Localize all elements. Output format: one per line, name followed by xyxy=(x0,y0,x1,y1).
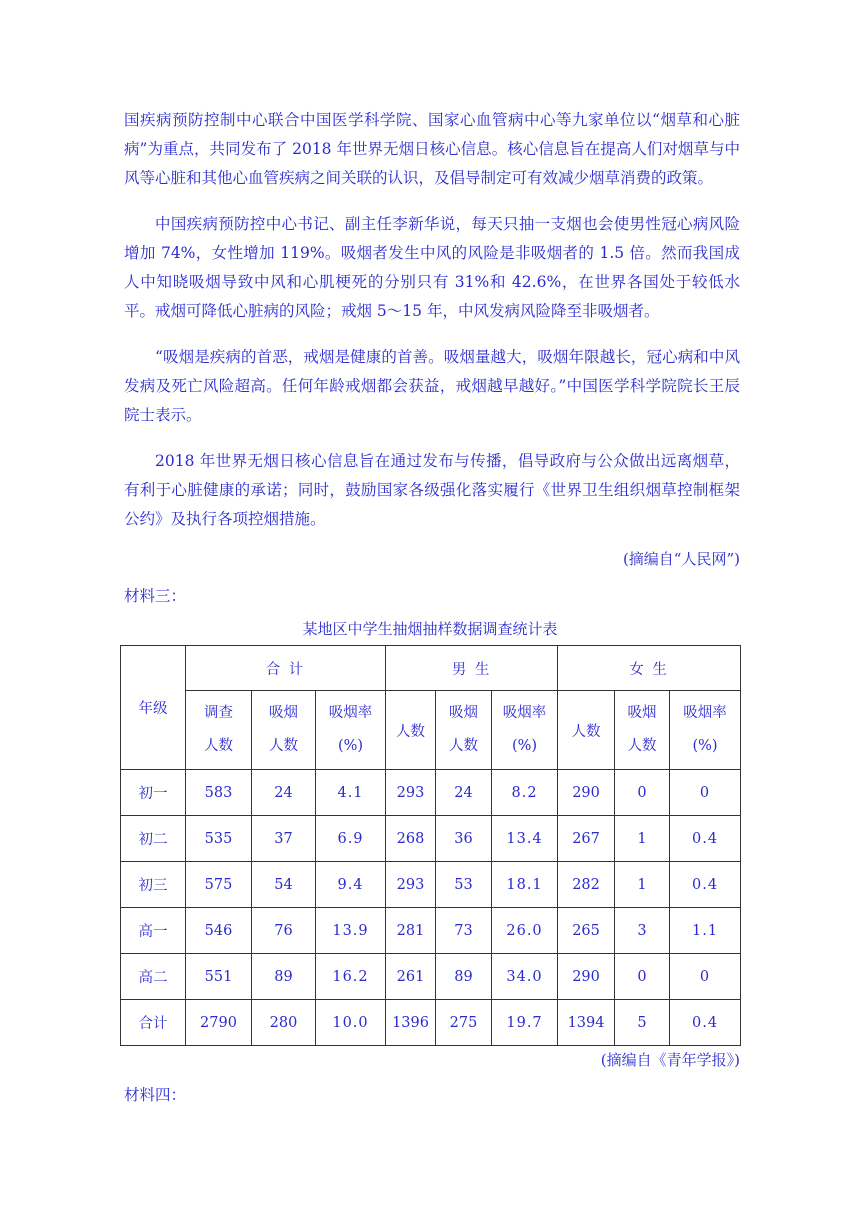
cell-total-rate: 9.4 xyxy=(316,862,386,908)
cell-female-smokers: 3 xyxy=(615,908,670,954)
table-title: 某地区中学生抽烟抽样数据调查统计表 xyxy=(302,620,558,638)
cell-female-rate: 0 xyxy=(670,954,741,1000)
male-group-header: 男 生 xyxy=(386,646,558,691)
cell-female-count: 1394 xyxy=(558,1000,615,1046)
cell-total-rate: 4.1 xyxy=(316,770,386,816)
total-group-header: 合 计 xyxy=(186,646,386,691)
cell-male-count: 261 xyxy=(386,954,436,1000)
male-smoking-rate-header: 吸烟率 (%) xyxy=(492,691,558,770)
cell-male-rate: 26.0 xyxy=(492,908,558,954)
table-row xyxy=(121,862,741,908)
cell-male-smokers: 275 xyxy=(436,1000,492,1046)
total-survey-count-header: 调查 人数 xyxy=(186,691,252,770)
cell-male-count: 293 xyxy=(386,770,436,816)
cell-male-smokers: 36 xyxy=(436,816,492,862)
cell-female-smokers: 1 xyxy=(615,862,670,908)
cell-male-count: 1396 xyxy=(386,1000,436,1046)
paragraph-4: 2018 年世界无烟日核心信息旨在通过发布与传播，倡导政府与公众做出远离烟草，有利于心脏健康的承诺；同时，鼓励国家各级强化落实履行《世界卫生组织烟草控制框架公约》及执行各项控烟措施。 xyxy=(124,452,740,528)
cell-total-smokers: 37 xyxy=(252,816,316,862)
table-row xyxy=(121,908,741,954)
source-citation-1: (摘编自“人民网”) xyxy=(622,550,740,568)
cell-total-rate: 16.2 xyxy=(316,954,386,1000)
cell-grade: 初三 xyxy=(121,862,186,908)
total-smoking-rate-header: 吸烟率 (%) xyxy=(316,691,386,770)
cell-total-survey: 546 xyxy=(186,908,252,954)
cell-total-survey: 2790 xyxy=(186,1000,252,1046)
total-smoker-count-header: 吸烟 人数 xyxy=(252,691,316,770)
cell-male-count: 293 xyxy=(386,862,436,908)
cell-male-rate: 8.2 xyxy=(492,770,558,816)
cell-female-smokers: 0 xyxy=(615,770,670,816)
cell-male-smokers: 73 xyxy=(436,908,492,954)
cell-total-smokers: 24 xyxy=(252,770,316,816)
cell-total-rate: 6.9 xyxy=(316,816,386,862)
cell-female-rate: 0 xyxy=(670,770,741,816)
cell-male-count: 268 xyxy=(386,816,436,862)
cell-female-rate: 1.1 xyxy=(670,908,741,954)
material-4-label: 材料四： xyxy=(124,1086,187,1104)
cell-grade: 初一 xyxy=(121,770,186,816)
male-smoker-count-header: 吸烟 人数 xyxy=(436,691,492,770)
table-row xyxy=(121,1000,741,1046)
cell-female-count: 265 xyxy=(558,908,615,954)
cell-male-smokers: 53 xyxy=(436,862,492,908)
cell-female-smokers: 5 xyxy=(615,1000,670,1046)
cell-grade: 高二 xyxy=(121,954,186,1000)
cell-female-smokers: 0 xyxy=(615,954,670,1000)
cell-male-count: 281 xyxy=(386,908,436,954)
cell-male-smokers: 24 xyxy=(436,770,492,816)
table-row xyxy=(121,770,741,816)
cell-total-rate: 13.9 xyxy=(316,908,386,954)
cell-total-smokers: 76 xyxy=(252,908,316,954)
table-row xyxy=(121,954,741,1000)
paragraph-2: 中国疾病预防控中心书记、副主任李新华说，每天只抽一支烟也会使男性冠心病风险增加 74%，女性增加 119%。吸烟者发生中风的风险是非吸烟者的 1.5 倍。然而我国成人中知晓吸烟导致中风和心肌梗死的分别只有 31%和 42.6%，在世界各国处于较低水平。戒烟可降低心脏病的风险；戒烟 5～15 年，中风发病风险降至非吸烟者。 xyxy=(124,215,740,320)
paragraph-3: “吸烟是疾病的首恶，戒烟是健康的首善。吸烟量越大，吸烟年限越长，冠心病和中风发病及死亡风险超高。任何年龄戒烟都会获益，戒烟越早越好。”中国医学科学院院长王辰院士表示。 xyxy=(124,348,740,424)
cell-male-rate: 19.7 xyxy=(492,1000,558,1046)
female-smoker-count-header: 吸烟 人数 xyxy=(615,691,670,770)
cell-total-survey: 575 xyxy=(186,862,252,908)
cell-female-count: 267 xyxy=(558,816,615,862)
table-header-row-2 xyxy=(121,691,741,770)
cell-total-survey: 583 xyxy=(186,770,252,816)
cell-female-rate: 0.4 xyxy=(670,816,741,862)
male-count-header: 人数 xyxy=(386,691,436,770)
cell-female-rate: 0.4 xyxy=(670,862,741,908)
female-smoking-rate-header: 吸烟率 (%) xyxy=(670,691,741,770)
source-citation-2: (摘编自《青年学报》) xyxy=(600,1051,740,1069)
cell-total-rate: 10.0 xyxy=(316,1000,386,1046)
cell-female-smokers: 1 xyxy=(615,816,670,862)
cell-grade: 初二 xyxy=(121,816,186,862)
cell-total-smokers: 89 xyxy=(252,954,316,1000)
cell-female-count: 290 xyxy=(558,954,615,1000)
table-row xyxy=(121,816,741,862)
cell-total-smokers: 280 xyxy=(252,1000,316,1046)
female-count-header: 人数 xyxy=(558,691,615,770)
cell-female-rate: 0.4 xyxy=(670,1000,741,1046)
cell-total-smokers: 54 xyxy=(252,862,316,908)
cell-grade: 合计 xyxy=(121,1000,186,1046)
cell-male-rate: 13.4 xyxy=(492,816,558,862)
female-group-header: 女 生 xyxy=(558,646,741,691)
cell-grade: 高一 xyxy=(121,908,186,954)
paragraph-1: 国疾病预防控制中心联合中国医学科学院、国家心血管病中心等九家单位以“烟草和心脏病”为重点，共同发布了 2018 年世界无烟日核心信息。核心信息旨在提高人们对烟草与中风等心脏和其他心血管疾病之间关联的认识，及倡导制定可有效减少烟草消费的政策。 xyxy=(124,111,740,187)
grade-header: 年级 xyxy=(121,646,186,770)
cell-male-rate: 18.1 xyxy=(492,862,558,908)
smoking-statistics-table xyxy=(120,645,741,1046)
cell-female-count: 290 xyxy=(558,770,615,816)
cell-female-count: 282 xyxy=(558,862,615,908)
cell-total-survey: 535 xyxy=(186,816,252,862)
table-header-row-1 xyxy=(121,646,741,691)
cell-total-survey: 551 xyxy=(186,954,252,1000)
cell-male-rate: 34.0 xyxy=(492,954,558,1000)
material-3-label: 材料三： xyxy=(124,587,187,605)
cell-male-smokers: 89 xyxy=(436,954,492,1000)
